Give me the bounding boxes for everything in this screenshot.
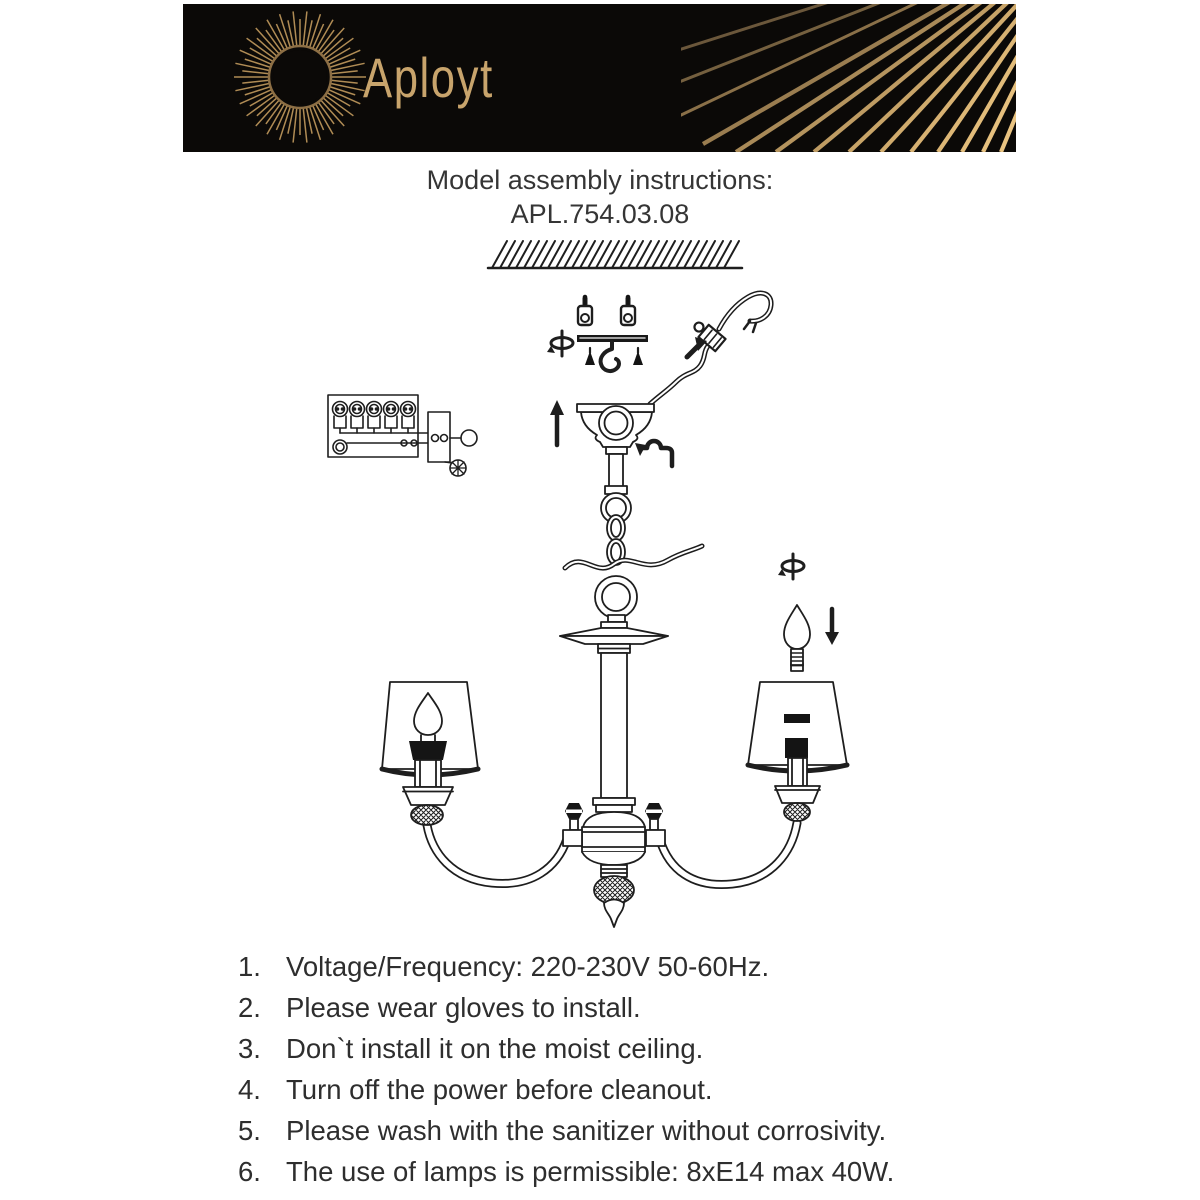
instruction-text: Please wear gloves to install. <box>286 992 641 1023</box>
assembly-diagram <box>0 232 1200 956</box>
screw-icon <box>633 348 643 365</box>
candle-sleeve <box>788 758 807 786</box>
instruction-number: 5. <box>238 1115 261 1146</box>
arm-socket <box>563 830 582 846</box>
finial <box>604 900 624 928</box>
center-column <box>560 622 668 798</box>
instruction-item <box>238 1074 894 1106</box>
anchor-plug-icon <box>578 295 592 325</box>
screw-icon <box>585 348 595 365</box>
wiring-terminal-diagram <box>328 395 477 476</box>
instruction-number: 1. <box>238 951 261 982</box>
e14-bulb <box>784 605 810 649</box>
canopy-assembly <box>565 404 702 622</box>
lampshade-left <box>376 682 478 840</box>
bobeche <box>403 787 453 805</box>
instruction-text: Voltage/Frequency: 220-230V 50-60Hz. <box>286 951 770 982</box>
center-hub <box>555 798 670 927</box>
lamp-socket <box>785 738 808 758</box>
loop-terminal <box>461 430 477 446</box>
instruction-number: 3. <box>238 1033 261 1064</box>
supply-wire <box>565 546 702 568</box>
instruction-item <box>238 951 894 983</box>
rotate-symbol-icon <box>547 331 573 356</box>
canopy-rod <box>609 454 623 488</box>
bobeche <box>775 786 820 803</box>
corner-rays-decoration <box>681 4 1016 152</box>
brand-name: Aployt <box>363 46 494 109</box>
spare-bulb-group <box>778 554 839 665</box>
page-title: Model assembly instructions: <box>426 165 774 195</box>
rotate-symbol-icon <box>778 554 804 579</box>
spoke-terminal <box>450 460 466 476</box>
candle-sleeve <box>415 760 441 787</box>
top-disk <box>560 628 668 636</box>
hook-arrow-icon <box>635 441 672 466</box>
instruction-item <box>238 1033 894 1065</box>
instruction-text: Don`t install it on the moist ceiling. <box>286 1033 704 1064</box>
arm-left <box>427 825 567 884</box>
ceiling-hatch <box>488 241 742 268</box>
down-arrow-icon <box>825 609 839 645</box>
ceiling-hook <box>601 342 619 371</box>
lamp-socket <box>409 741 447 760</box>
column-tube <box>601 653 627 798</box>
lampshade-right <box>748 658 847 837</box>
socket-silhouette <box>784 714 810 723</box>
instruction-item <box>238 1115 894 1147</box>
instruction-item <box>238 1156 894 1188</box>
instruction-number: 6. <box>238 1156 261 1187</box>
anchor-plug-icon <box>621 295 635 325</box>
instruction-number: 2. <box>238 992 261 1023</box>
title-block <box>0 163 1200 231</box>
hex-nut <box>565 803 583 830</box>
instruction-number: 4. <box>238 1074 261 1105</box>
mounting-hardware <box>547 295 648 371</box>
up-arrow-icon <box>550 400 564 445</box>
sunburst-logo-icon <box>230 7 370 147</box>
instruction-text: The use of lamps is permissible: 8xE14 max 40W. <box>286 1156 895 1187</box>
arm-socket <box>646 830 665 846</box>
instruction-item <box>238 992 894 1024</box>
brand-banner <box>183 4 1016 152</box>
instruction-text: Please wash with the sanitizer without corrosivity. <box>286 1115 887 1146</box>
chain-links <box>607 515 625 565</box>
sunburst-core <box>273 50 327 104</box>
ceiling-hatch-lines <box>492 241 739 268</box>
model-number: APL.754.03.08 <box>510 199 690 229</box>
instruction-text: Turn off the power before cleanout. <box>286 1074 713 1105</box>
arm-right <box>660 823 797 885</box>
instructions-list <box>238 951 894 1197</box>
hex-nut <box>645 803 663 830</box>
power-wire-assembly <box>650 293 771 404</box>
